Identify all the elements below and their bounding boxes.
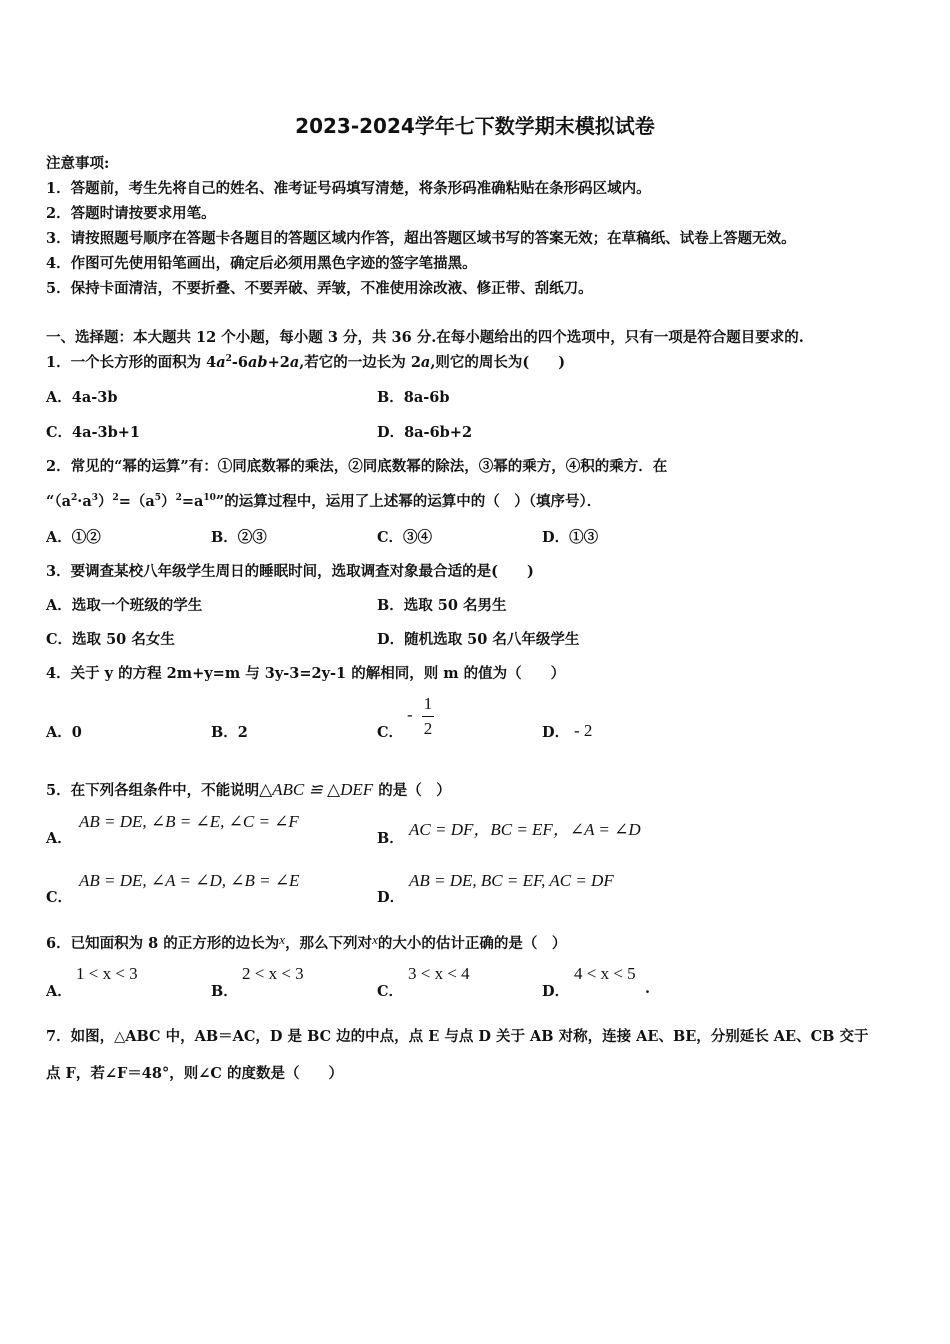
q6-option-a-math: 1 < x < 3 <box>76 964 138 983</box>
q6-option-c-math: 3 < x < 4 <box>408 964 470 983</box>
q4-option-b: B．2 <box>211 724 248 741</box>
question-7-line1: 7．如图，△ABC 中，AB＝AC，D 是 BC 边的中点，点 E 与点 D 关于 AB 对称，连接 AE、BE，分别延长 AE、CB 交于 <box>46 1028 869 1045</box>
q4-option-d: D． <box>542 724 570 741</box>
q5-option-a-label: A． <box>46 830 72 847</box>
note-item-2: 2．答题时请按要求用笔。 <box>46 205 216 222</box>
q2-option-d: D．①③ <box>542 529 599 546</box>
q6-option-d-math: 4 < x < 5 <box>574 964 636 983</box>
q1-option-a: A．4a-3b <box>46 389 118 406</box>
q1-option-b: B．8a-6b <box>377 389 450 406</box>
q6-option-b-label: B． <box>211 983 238 1000</box>
q5-option-c-label: C． <box>46 889 73 906</box>
q4-option-c-minus: - <box>407 705 413 724</box>
question-7-line2: 点 F，若∠F＝48°，则∠C 的度数是（ ） <box>46 1065 343 1082</box>
note-item-4: 4．作图可先使用铅笔画出，确定后必须用黑色字迹的签字笔描黑。 <box>46 255 477 272</box>
q4-option-a: A．0 <box>46 724 82 741</box>
q2-option-c: C．③④ <box>377 529 433 546</box>
q4-fraction-numerator: 1 <box>423 694 433 713</box>
q2-option-b: B．②③ <box>211 529 267 546</box>
q5-option-c-math: AB = DE, ∠A = ∠D, ∠B = ∠E <box>79 871 300 890</box>
q5-option-b-math: AC = DF，BC = EF，∠A = ∠D <box>409 820 641 839</box>
q3-option-c: C．选取 50 名女生 <box>46 631 175 648</box>
q5-option-b-label: B． <box>377 830 404 847</box>
notes-heading: 注意事项: <box>46 155 110 172</box>
q4-option-c: C． <box>377 724 404 741</box>
page-title: 2023-2024学年七下数学期末模拟试卷 <box>295 114 655 138</box>
q2-option-a: A．①② <box>46 529 101 546</box>
q4-fraction-denominator: 2 <box>423 719 433 738</box>
q3-option-b: B．选取 50 名男生 <box>377 597 507 614</box>
q6-option-c-label: C． <box>377 983 404 1000</box>
section-heading: 一、选择题：本大题共 12 个小题，每小题 3 分，共 36 分.在每小题给出的四个选项中，只有一项是符合题目要求的. <box>46 329 804 346</box>
q1-option-c: C．4a-3b+1 <box>46 424 141 441</box>
question-5-stem: 5．在下列各组条件中，不能说明△ABC ≌ △DEF 的是（ ） <box>46 780 451 799</box>
question-4-stem: 4．关于 y 的方程 2m+y=m 与 3y-3=2y-1 的解相同，则 m 的值为（ ） <box>46 665 566 682</box>
question-2-stem-line1: 2．常见的“幂的运算”有：①同底数幂的乘法，②同底数幂的除法，③幂的乘方，④积的乘方．在 <box>46 458 668 475</box>
q5-option-d-math: AB = DE, BC = EF, AC = DF <box>409 871 614 890</box>
q6-option-d-label: D． <box>542 983 570 1000</box>
q3-option-a: A．选取一个班级的学生 <box>46 597 203 614</box>
note-item-3: 3．请按照题号顺序在答题卡各题目的答题区域内作答，超出答题区域书写的答案无效；在草稿纸、试卷上答题无效。 <box>46 230 796 247</box>
question-2-stem-line2: “$(a^2\cdot a^3)^2=(a^5)^2=a^{10}$”的运算过程中，运用了上述幂的运算中的（ ）（填序号）． <box>46 493 602 510</box>
question-1-stem: 1．一个长方形的面积为 $4a^2-6ab+2a$,若它的一边长为 2a,则它的周长为( ) <box>46 354 566 371</box>
q4-option-c-fraction <box>420 694 436 739</box>
q4-option-d-value: - 2 <box>574 721 593 740</box>
note-item-5: 5．保持卡面清洁，不要折叠、不要弄破、弄皱，不准使用涂改液、修正带、刮纸刀。 <box>46 280 593 297</box>
q6-option-d-period: . <box>645 980 651 997</box>
note-item-1: 1．答题前，考生先将自己的姓名、准考证号码填写清楚，将条形码准确粘贴在条形码区域内。 <box>46 180 651 197</box>
q1-option-d: D．8a-6b+2 <box>377 424 473 441</box>
q5-option-a-math: AB = DE, ∠B = ∠E, ∠C = ∠F <box>79 812 299 831</box>
question-6-stem: 6．已知面积为 8 的正方形的边长为x，那么下列对x的大小的估计正确的是（ ） <box>46 932 567 952</box>
fraction-bar <box>422 716 434 717</box>
q6-option-a-label: A． <box>46 983 72 1000</box>
q5-option-d-label: D． <box>377 889 405 906</box>
q3-option-d: D．随机选取 50 名八年级学生 <box>377 631 580 648</box>
question-3-stem: 3．要调查某校八年级学生周日的睡眠时间，选取调查对象最合适的是( ) <box>46 563 534 580</box>
q6-option-b-math: 2 < x < 3 <box>242 964 304 983</box>
